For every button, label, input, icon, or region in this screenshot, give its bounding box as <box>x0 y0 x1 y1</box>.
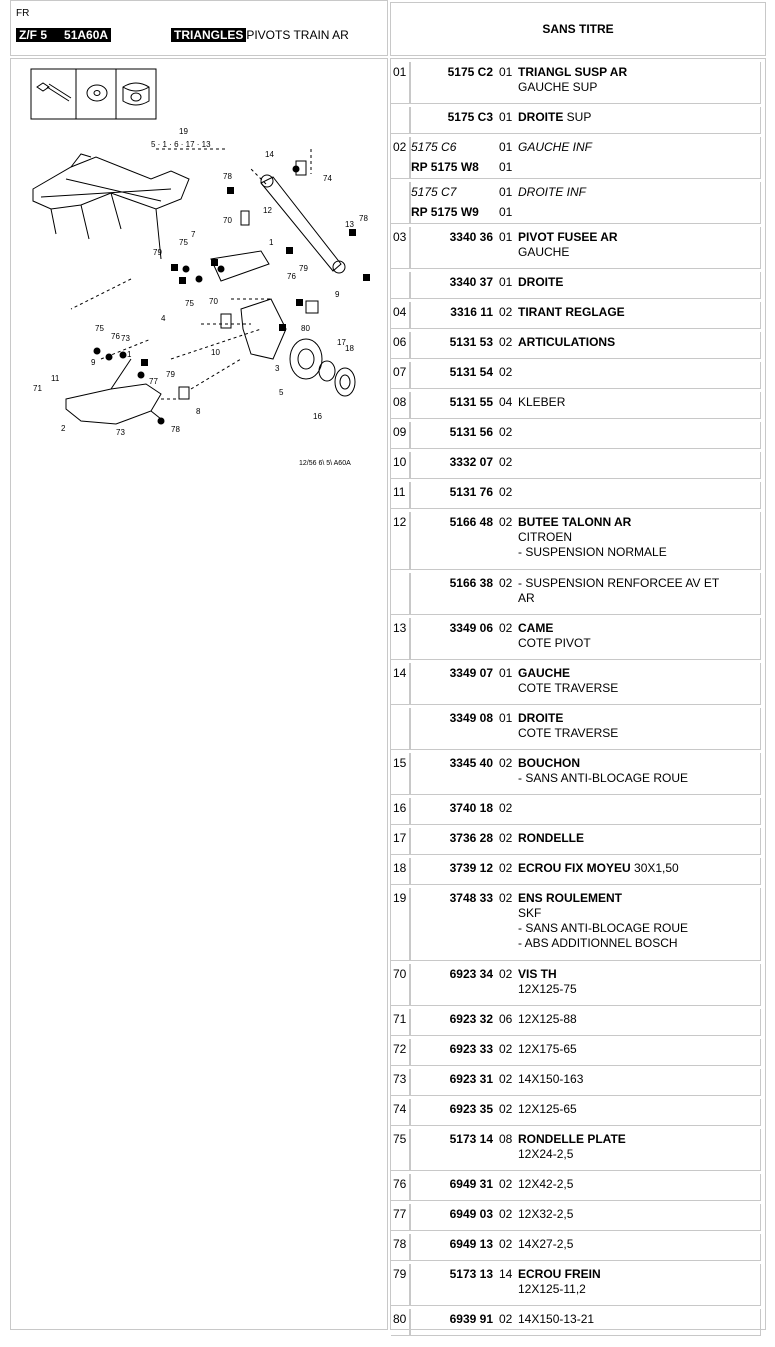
parts-row <box>391 452 767 482</box>
part-description: 12X125-88 <box>518 1012 577 1026</box>
svg-text:19: 19 <box>179 127 188 136</box>
part-description: DROITE INF <box>518 185 586 199</box>
quantity: 01 <box>499 230 513 244</box>
parts-row <box>391 392 767 422</box>
parts-row <box>391 227 767 272</box>
svg-text:75: 75 <box>185 299 194 308</box>
item-number: 13 <box>393 621 407 635</box>
quantity: 02 <box>499 305 513 319</box>
svg-text:5 · 1 · 6 · 17 · 13: 5 · 1 · 6 · 17 · 13 <box>151 140 211 149</box>
parts-row <box>391 302 767 332</box>
code-prefix: Z/F 5 <box>16 28 50 42</box>
row-index-box <box>391 107 410 134</box>
parts-row <box>391 137 767 182</box>
part-description: 12X32-2,5 <box>518 1207 574 1221</box>
part-description: CAME COTE PIVOT <box>518 621 591 650</box>
part-description <box>518 801 758 816</box>
quantity: 02 <box>499 425 513 439</box>
title-highlight: TRIANGLES <box>171 28 246 42</box>
item-number: 76 <box>393 1177 407 1191</box>
exploded-diagram <box>10 58 388 1330</box>
part-reference: 5173 14 <box>449 1132 493 1146</box>
code-value: 51A60A <box>50 28 111 42</box>
part-description: 14X150-163 <box>518 1072 584 1086</box>
part-description: DROITE COTE TRAVERSE <box>518 711 619 740</box>
svg-text:5: 5 <box>279 388 284 397</box>
header-right-title: SANS TITRE <box>390 2 766 56</box>
svg-text:70: 70 <box>223 216 232 225</box>
parts-row <box>391 964 767 1009</box>
parts-row <box>391 1174 767 1204</box>
quantity: 02 <box>499 756 513 770</box>
part-reference: 6949 03 <box>449 1207 493 1221</box>
svg-text:9: 9 <box>91 358 96 367</box>
part-reference: 6923 33 <box>449 1042 493 1056</box>
svg-text:11: 11 <box>51 374 60 383</box>
parts-row <box>391 1099 767 1129</box>
quantity: 01 01 <box>499 185 513 219</box>
part-reference: 5131 76 <box>449 485 493 499</box>
parts-row <box>391 1264 767 1309</box>
part-description: RONDELLE <box>518 831 584 845</box>
row-index-box <box>391 573 410 615</box>
part-description: GAUCHE COTE TRAVERSE <box>518 666 619 695</box>
part-description: ARTICULATIONS <box>518 335 616 349</box>
parts-row <box>391 332 767 362</box>
item-number: 04 <box>393 305 407 319</box>
part-description: PIVOT FUSEE AR GAUCHE <box>518 230 618 259</box>
quantity: 02 <box>499 1072 513 1086</box>
part-reference: 3736 28 <box>449 831 493 845</box>
item-number: 79 <box>393 1267 407 1281</box>
parts-row <box>391 1234 767 1264</box>
part-description <box>518 455 758 470</box>
item-number: 11 <box>393 485 406 499</box>
part-description: ECROU FIX MOYEU 30X1,50 <box>518 861 679 875</box>
svg-text:9: 9 <box>335 290 340 299</box>
quantity: 02 <box>499 485 513 499</box>
quantity: 02 <box>499 891 513 905</box>
part-description: BOUCHON - SANS ANTI-BLOCAGE ROUE <box>518 756 689 785</box>
item-number: 07 <box>393 365 407 379</box>
part-reference: 3739 12 <box>449 861 493 875</box>
page-frame <box>10 0 766 1330</box>
part-reference: 5131 56 <box>449 425 493 439</box>
part-reference: 6949 31 <box>449 1177 493 1191</box>
part-reference: 3349 07 <box>449 666 493 680</box>
svg-text:17: 17 <box>337 338 346 347</box>
part-reference: 5175 C6 RP 5175 W8 <box>411 140 479 174</box>
item-number: 01 <box>393 65 407 79</box>
svg-text:1: 1 <box>127 350 132 359</box>
part-description: TRIANGL SUSP AR GAUCHE SUP <box>518 65 628 94</box>
part-description: 12X125-65 <box>518 1102 577 1116</box>
item-number: 15 <box>393 756 407 770</box>
quantity: 02 <box>499 1207 513 1221</box>
parts-row <box>391 573 767 618</box>
quantity: 02 <box>499 1237 513 1251</box>
svg-text:74: 74 <box>323 174 332 183</box>
parts-row <box>391 663 767 708</box>
parts-row <box>391 107 767 137</box>
svg-text:18: 18 <box>345 344 354 353</box>
item-number: 17 <box>393 831 407 845</box>
quantity: 02 <box>499 967 513 981</box>
svg-text:78: 78 <box>171 425 180 434</box>
item-number: 12 <box>393 515 407 529</box>
svg-text:79: 79 <box>153 248 162 257</box>
header-left <box>10 0 388 56</box>
parts-row <box>391 618 767 663</box>
svg-text:78: 78 <box>223 172 232 181</box>
svg-text:73: 73 <box>121 334 130 343</box>
item-number: 09 <box>393 425 407 439</box>
parts-row <box>391 1039 767 1069</box>
parts-row <box>391 753 767 798</box>
part-reference: 6939 91 <box>449 1312 493 1326</box>
parts-row <box>391 512 767 573</box>
svg-text:79: 79 <box>299 264 308 273</box>
legend-box-washer <box>76 69 116 119</box>
part-reference: 3349 08 <box>449 711 493 725</box>
quantity: 14 <box>499 1267 513 1281</box>
part-reference: 5175 C2 <box>447 65 493 79</box>
quantity: 06 <box>499 1012 513 1026</box>
part-description: BUTEE TALONN AR CITROEN - SUSPENSION NORMALE <box>518 515 667 559</box>
item-number: 02 <box>393 140 407 154</box>
diagram-svg <box>11 59 387 479</box>
svg-text:14: 14 <box>265 150 274 159</box>
svg-text:7: 7 <box>191 230 196 239</box>
item-number: 03 <box>393 230 407 244</box>
title-rest: PIVOTS TRAIN AR <box>246 28 349 42</box>
part-description: RONDELLE PLATE 12X24-2,5 <box>518 1132 626 1161</box>
part-reference: 3345 40 <box>449 756 493 770</box>
part-reference: 5173 13 <box>449 1267 493 1281</box>
item-number: 71 <box>393 1012 407 1026</box>
parts-row <box>391 828 767 858</box>
quantity: 01 <box>499 275 513 289</box>
catalog-code <box>16 28 111 42</box>
svg-text:10: 10 <box>211 348 220 357</box>
parts-row <box>391 62 767 107</box>
part-reference: 6923 35 <box>449 1102 493 1116</box>
part-reference: 3340 36 <box>449 230 493 244</box>
row-index-box <box>391 708 410 750</box>
quantity: 02 <box>499 1042 513 1056</box>
part-description: 14X150-13-21 <box>518 1312 595 1326</box>
svg-text:16: 16 <box>313 412 322 421</box>
part-reference: 6923 34 <box>449 967 493 981</box>
part-description: 12X42-2,5 <box>518 1177 574 1191</box>
legend-box-bolt <box>31 69 76 119</box>
part-description: KLEBER <box>518 395 566 409</box>
quantity: 01 <box>499 65 513 79</box>
parts-row <box>391 888 767 964</box>
parts-row <box>391 858 767 888</box>
part-reference: 5131 54 <box>449 365 493 379</box>
part-reference: 5131 53 <box>449 335 493 349</box>
svg-text:80: 80 <box>301 324 310 333</box>
parts-row <box>391 272 767 302</box>
svg-text:73: 73 <box>116 428 125 437</box>
svg-text:8: 8 <box>196 407 201 416</box>
part-reference: 5166 38 <box>449 576 493 590</box>
item-number: 72 <box>393 1042 407 1056</box>
svg-text:4: 4 <box>161 314 166 323</box>
svg-text:75: 75 <box>179 238 188 247</box>
item-number: 73 <box>393 1072 407 1086</box>
quantity: 01 <box>499 110 513 124</box>
svg-text:75: 75 <box>95 324 104 333</box>
part-description: 12X175-65 <box>518 1042 577 1056</box>
part-description: ECROU FREIN 12X125-11,2 <box>518 1267 601 1296</box>
row-index-box <box>391 182 410 224</box>
svg-text:2: 2 <box>61 424 66 433</box>
parts-row <box>391 1069 767 1099</box>
quantity: 02 <box>499 801 513 815</box>
part-description: VIS TH 12X125-75 <box>518 967 577 996</box>
item-number: 75 <box>393 1132 407 1146</box>
quantity: 02 <box>499 1312 513 1326</box>
svg-text:71: 71 <box>33 384 42 393</box>
parts-row <box>391 1009 767 1039</box>
item-number: 77 <box>393 1207 407 1221</box>
parts-row <box>391 422 767 452</box>
quantity: 02 <box>499 335 513 349</box>
svg-text:3: 3 <box>275 364 280 373</box>
quantity: 02 <box>499 621 513 635</box>
quantity: 02 <box>499 365 513 379</box>
diagram-reference: 12/56 6\ 5\ A60A <box>299 460 351 467</box>
quantity: 01 01 <box>499 140 513 174</box>
item-number: 08 <box>393 395 407 409</box>
quantity: 08 <box>499 1132 513 1146</box>
item-number: 70 <box>393 967 407 981</box>
part-description: 14X27-2,5 <box>518 1237 574 1251</box>
part-reference: 5175 C3 <box>447 110 493 124</box>
item-number: 74 <box>393 1102 407 1116</box>
part-reference: 3349 06 <box>449 621 493 635</box>
part-description: - SUSPENSION RENFORCEE AV ET AR <box>518 576 720 605</box>
language-code: FR <box>16 8 30 19</box>
parts-row <box>391 708 767 753</box>
part-reference: 3332 07 <box>449 455 493 469</box>
quantity: 02 <box>499 1102 513 1116</box>
page-title <box>171 28 349 42</box>
part-reference: 3748 33 <box>449 891 493 905</box>
part-description <box>518 485 758 500</box>
part-description: GAUCHE INF <box>518 140 593 154</box>
part-reference: 6923 32 <box>449 1012 493 1026</box>
parts-row <box>391 1129 767 1174</box>
quantity: 01 <box>499 666 513 680</box>
parts-row <box>391 362 767 392</box>
part-description: TIRANT REGLAGE <box>518 305 625 319</box>
svg-text:76: 76 <box>287 272 296 281</box>
svg-text:12: 12 <box>263 206 272 215</box>
svg-text:78: 78 <box>359 214 368 223</box>
part-reference: 6923 31 <box>449 1072 493 1086</box>
part-description: DROITE <box>518 275 564 289</box>
part-reference: 3340 37 <box>449 275 493 289</box>
item-number: 80 <box>393 1312 407 1326</box>
quantity: 02 <box>499 455 513 469</box>
part-reference: 5175 C7 RP 5175 W9 <box>411 185 479 219</box>
svg-text:13: 13 <box>345 220 354 229</box>
quantity: 04 <box>499 395 513 409</box>
part-reference: 3740 18 <box>449 801 493 815</box>
parts-row <box>391 182 767 227</box>
part-description <box>518 365 758 380</box>
item-number: 78 <box>393 1237 407 1251</box>
item-number: 16 <box>393 801 407 815</box>
row-index-box <box>391 272 410 299</box>
quantity: 02 <box>499 515 513 529</box>
item-number: 18 <box>393 861 407 875</box>
svg-text:77: 77 <box>149 377 158 386</box>
quantity: 01 <box>499 711 513 725</box>
part-description: DROITE SUP <box>518 110 592 124</box>
parts-row <box>391 798 767 828</box>
parts-row <box>391 482 767 512</box>
parts-row <box>391 1309 767 1339</box>
legend-box-nut <box>116 69 156 119</box>
part-reference: 6949 13 <box>449 1237 493 1251</box>
quantity: 02 <box>499 576 513 590</box>
svg-text:70: 70 <box>209 297 218 306</box>
item-number: 14 <box>393 666 407 680</box>
parts-list <box>390 58 766 1330</box>
quantity: 02 <box>499 861 513 875</box>
part-reference: 5131 55 <box>449 395 493 409</box>
parts-row <box>391 1204 767 1234</box>
svg-text:79: 79 <box>166 370 175 379</box>
part-reference: 5166 48 <box>449 515 493 529</box>
item-number: 19 <box>393 891 407 905</box>
item-number: 06 <box>393 335 407 349</box>
part-description <box>518 425 758 440</box>
svg-text:1: 1 <box>269 238 274 247</box>
svg-text:76: 76 <box>111 332 120 341</box>
part-reference: 3316 11 <box>450 305 493 319</box>
item-number: 10 <box>393 455 407 469</box>
part-description: ENS ROULEMENT SKF - SANS ANTI-BLOCAGE ROUE - ABS ADDITIONNEL BOSCH <box>518 891 689 950</box>
quantity: 02 <box>499 831 513 845</box>
quantity: 02 <box>499 1177 513 1191</box>
